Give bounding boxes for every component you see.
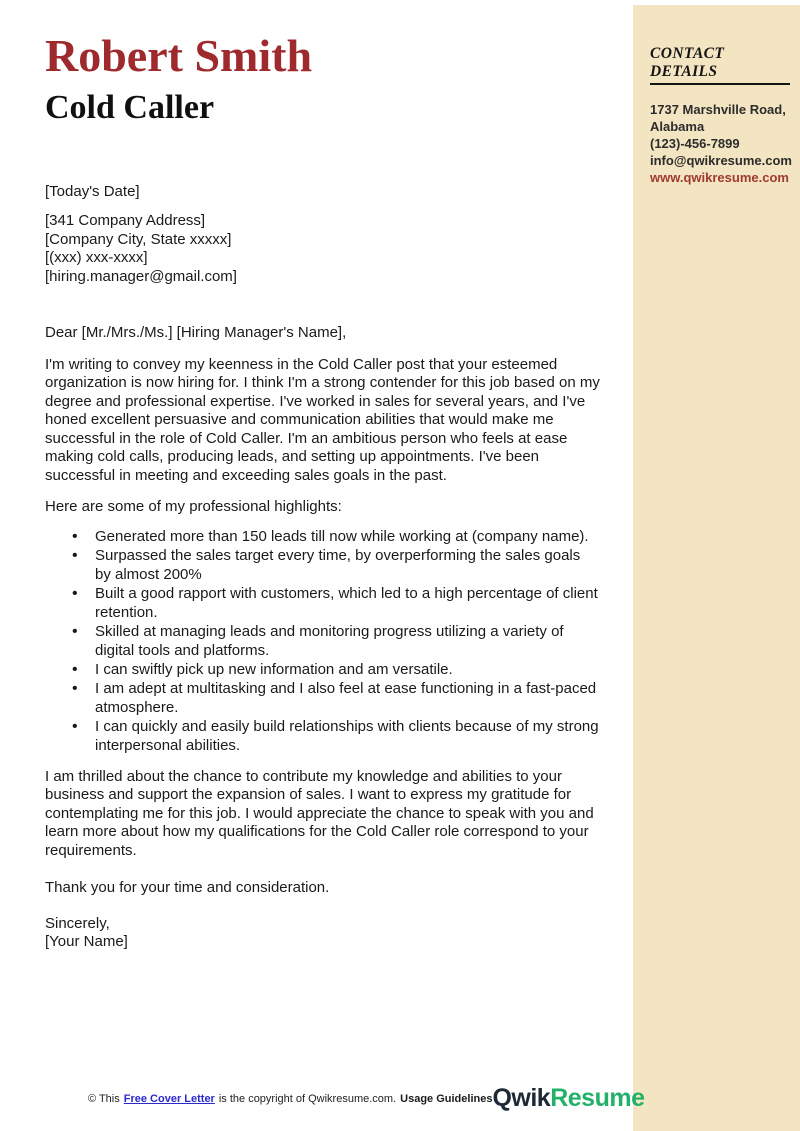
contact-address-line2: Alabama	[650, 119, 705, 134]
highlight-item: • I can quickly and easily build relationships with clients because of my strong interpersonal abilities.	[95, 717, 600, 755]
job-title: Cold Caller	[45, 88, 215, 126]
logo-text-qwik: Qwik	[492, 1084, 551, 1112]
contact-sidebar	[633, 5, 800, 1131]
highlights-intro: Here are some of my professional highlights:	[45, 498, 342, 516]
salutation: Dear [Mr./Mrs./Ms.] [Hiring Manager's Name],	[45, 324, 347, 342]
recipient-phone-line: [(xxx) xxx-xxxx]	[45, 249, 148, 267]
thanks-line: Thank you for your time and consideration.	[45, 879, 330, 897]
highlight-item: • Generated more than 150 leads till now while working at (company name).	[95, 527, 600, 546]
contact-details-heading: CONTACT DETAILS	[650, 45, 790, 85]
copyright-note	[88, 1093, 492, 1105]
recipient-email-line: [hiring.manager@gmail.com]	[45, 267, 237, 285]
copyright-middle: is the copyright of Qwikresume.com.	[218, 1092, 397, 1105]
free-cover-letter-link[interactable]: Free Cover Letter	[123, 1092, 215, 1105]
signature-placeholder: [Your Name]	[45, 933, 128, 951]
highlight-item: • Surpassed the sales target every time, by overperforming the sales goals by almost 200%	[95, 546, 600, 584]
closing-paragraph: I am thrilled about the chance to contribute my knowledge and abilities to your business and support the expansion of sales. I want to express my gratitude for contemplating me for this job. I would appreciate the chance to speak with you and learn more about how my qualifications for the Cold Caller role correspond to your requirements.	[45, 767, 594, 859]
recipient-address-block	[45, 212, 600, 286]
usage-guidelines-link[interactable]: Usage Guidelines	[400, 1092, 493, 1105]
highlight-item: • Built a good rapport with customers, which led to a high percentage of client retention.	[95, 584, 600, 622]
contact-phone: (123)-456-7899	[650, 136, 740, 151]
contact-website-link[interactable]: www.qwikresume.com	[650, 170, 789, 185]
recipient-address-line2: [Company City, State xxxxx]	[45, 230, 232, 248]
date-placeholder: [Today's Date]	[45, 182, 140, 200]
copyright-prefix: © This	[88, 1092, 120, 1105]
highlights-list	[45, 527, 600, 755]
intro-paragraph: I'm writing to convey my keenness in the Cold Caller post that your esteemed organization is now hiring for. I think I'm a strong contender for this job based on my degree and professional expertise. I've worked in sales for several years, and I've honed excellent persuasive and communication abilities that would make me successful in the role of Cold Caller. I'm an ambitious person who feels at ease making cold calls, producing leads, and setting up appointments. I've been successful in meeting and exceeding sales goals in the past.	[45, 355, 600, 484]
logo-text-resume: Resume	[550, 1084, 645, 1112]
qwikresume-logo	[492, 1084, 644, 1113]
highlight-item: • I can swiftly pick up new information and am versatile.	[95, 660, 600, 679]
signoff: Sincerely,	[45, 914, 110, 932]
letter-content	[45, 183, 600, 952]
person-name: Robert Smith	[45, 30, 313, 81]
contact-address-line1: 1737 Marshville Road,	[650, 102, 786, 117]
highlight-item: • Skilled at managing leads and monitoring progress utilizing a variety of digital tools and platforms.	[95, 622, 600, 660]
contact-email: info@qwikresume.com	[650, 153, 792, 168]
highlight-item: • I am adept at multitasking and I also feel at ease functioning in a fast-paced atmosphere.	[95, 679, 600, 717]
signoff-block	[45, 915, 600, 952]
recipient-address-line1: [341 Company Address]	[45, 212, 206, 230]
page-footer	[88, 1084, 645, 1113]
